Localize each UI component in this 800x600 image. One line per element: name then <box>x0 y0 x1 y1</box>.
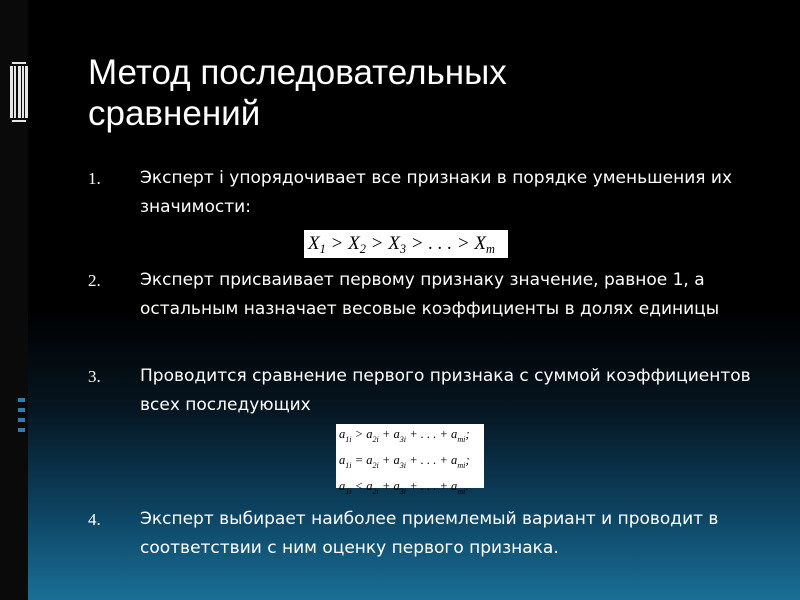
list-item-text: Эксперт выбирает наиболее приемлемый вариант и проводит в соответствии с ним оценку первого признака. <box>140 509 719 558</box>
decorative-left-strip <box>0 0 28 600</box>
list-item-number: 1. <box>88 169 101 188</box>
title-line-2: сравнений <box>88 94 261 133</box>
list-item-text: Проводится сравнение первого признака с суммой коэффициентов всех последующих <box>140 366 751 415</box>
list-item-text: Эксперт присваивает первому признаку значение, равное 1, а остальным назначает весовые коэффициенты в долях единицы <box>140 270 720 319</box>
comparison-formula-line: $a_{1i} = a_{2i} + a_{3i}$ + . . . + $a_{mi}$; <box>339 453 470 470</box>
comparison-formulas <box>336 424 484 496</box>
list-item-number: 4. <box>88 510 101 529</box>
comparison-formula-line: $a_{1i} > a_{2i} + a_{3i}$ + . . . + $a_{mi}$; <box>339 427 470 444</box>
comparison-formula-line: $a_{1i} < a_{2i} + a_{3i}$ + . . . + $a_{mi}$. <box>339 479 469 496</box>
ranking-formula: $X_1 > X_2 > X_3$ > . . . > $X_m$ <box>304 230 508 258</box>
title-line-1: Метод последовательных <box>88 53 507 92</box>
slide-title <box>88 52 688 134</box>
list-item-text: Эксперт i упорядочивает все признаки в порядке уменьшения их значимости: <box>140 168 733 217</box>
list-item-number: 2. <box>88 271 101 290</box>
list-item-number: 3. <box>88 367 101 386</box>
